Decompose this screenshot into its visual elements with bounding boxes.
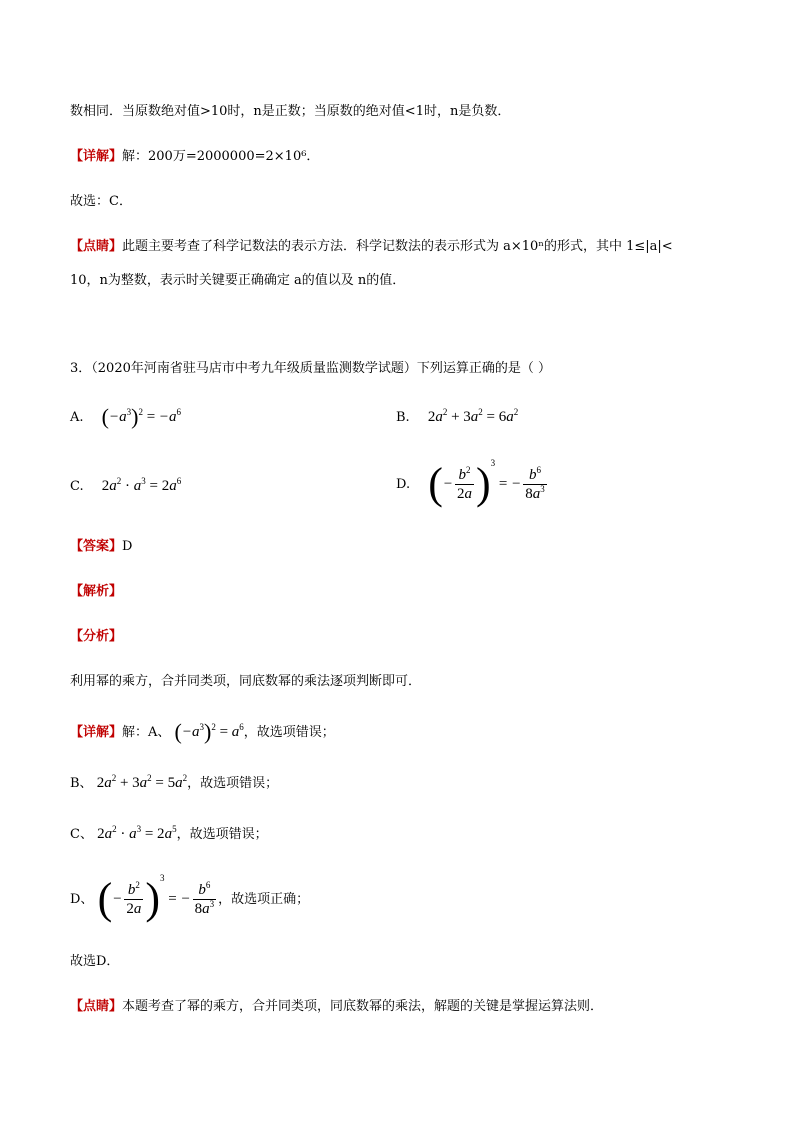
detail-d-formula: (− $\frac{b^2}{2a}$ )$^3$ = − $\frac{b^6}{8a^3}$ [97,873,215,923]
detail-a-formula: $(-a^3)^2 = a^6$ [174,719,244,744]
q2-detail-text: 解：200万=2000000=2×10⁶． [122,149,320,164]
q3-detail-c-result: ，故选项错误； [176,827,268,842]
q3-option-a [70,404,182,429]
q3-detail-d-prefix: D、 [70,892,94,907]
q3-option-c [70,477,181,496]
q3-option-d [396,458,549,508]
q2-detail-label: 【详解】 [70,149,123,164]
q2-comment-line2: 10，n为整数，表示时关键要正确确定 a的值以及 n的值． [70,273,406,288]
q3-detail-c-prefix: C、 [70,827,93,842]
q3-comment-text: 本题考查了幂的乘方，合并同类项，同底数幂的乘法，解题的关键是掌握运算法则． [122,999,604,1014]
option-d-formula: (− $\frac{b^2}{2a}$ )$^3$ = − $\frac{b^6}{8a^3}$ [428,458,545,508]
q3-detail-d-result: ，故选项正确； [218,892,310,907]
q3-question: 3．（2020年河南省驻马店市中考九年级质量监测数学试题）下列运算正确的是（ ） [70,361,551,376]
q3-detail-c [70,825,268,844]
q3-answer [70,538,132,556]
q3-detail-a [70,719,335,744]
q3-analysis-sub-label: 【分析】 [70,629,123,644]
q2-comment [70,238,673,256]
q3-comment-label: 【点睛】 [70,999,123,1014]
detail-c-formula: $2a^2 \cdot a^3 = 2a^5$ [97,824,177,842]
option-a-label: A. [70,410,84,425]
option-a-formula: $(-a^3)^2 = -a^6$ [101,404,182,429]
q3-detail-prefix: 解：A、 [122,725,171,740]
q3-detail-a-result: ，故选项错误； [243,725,335,740]
intro-continuation: 数相同．当原数绝对值>10时，n是正数；当原数的绝对值<1时，n是负数． [70,104,511,119]
q3-analysis-text: 利用幂的乘方，合并同类项，同底数幂的乘法逐项判断即可． [70,674,422,689]
q3-answer-value: D [122,539,133,554]
q3-detail-b [70,774,278,793]
q3-option-b [396,408,518,427]
q2-detail [70,148,319,166]
option-d-label: D. [396,477,411,492]
option-c-label: C. [70,479,84,494]
q2-comment-line1: 此题主要考查了科学记数法的表示方法．科学记数法的表示形式为 a×10ⁿ的形式，其中 1≤|a|< [122,239,673,254]
q2-choice: 故选：C． [70,194,132,209]
option-c-formula: $2a^2 \cdot a^3 = 2a^6$ [101,476,182,494]
q3-comment [70,998,603,1016]
q3-detail-b-result: ，故选项错误； [187,776,279,791]
option-b-formula: $2a^2 + 3a^2 = 6a^2$ [427,407,519,425]
q3-analysis-label: 【解析】 [70,584,123,599]
q3-detail-d [70,873,310,923]
detail-b-formula: $2a^2 + 3a^2 = 5a^2$ [96,773,188,791]
q3-choice: 故选D． [70,954,120,969]
q3-detail-label: 【详解】 [70,725,123,740]
q3-answer-label: 【答案】 [70,539,123,554]
option-b-label: B. [396,410,410,425]
q2-comment-label: 【点睛】 [70,239,123,254]
q3-detail-b-prefix: B、 [70,776,93,791]
